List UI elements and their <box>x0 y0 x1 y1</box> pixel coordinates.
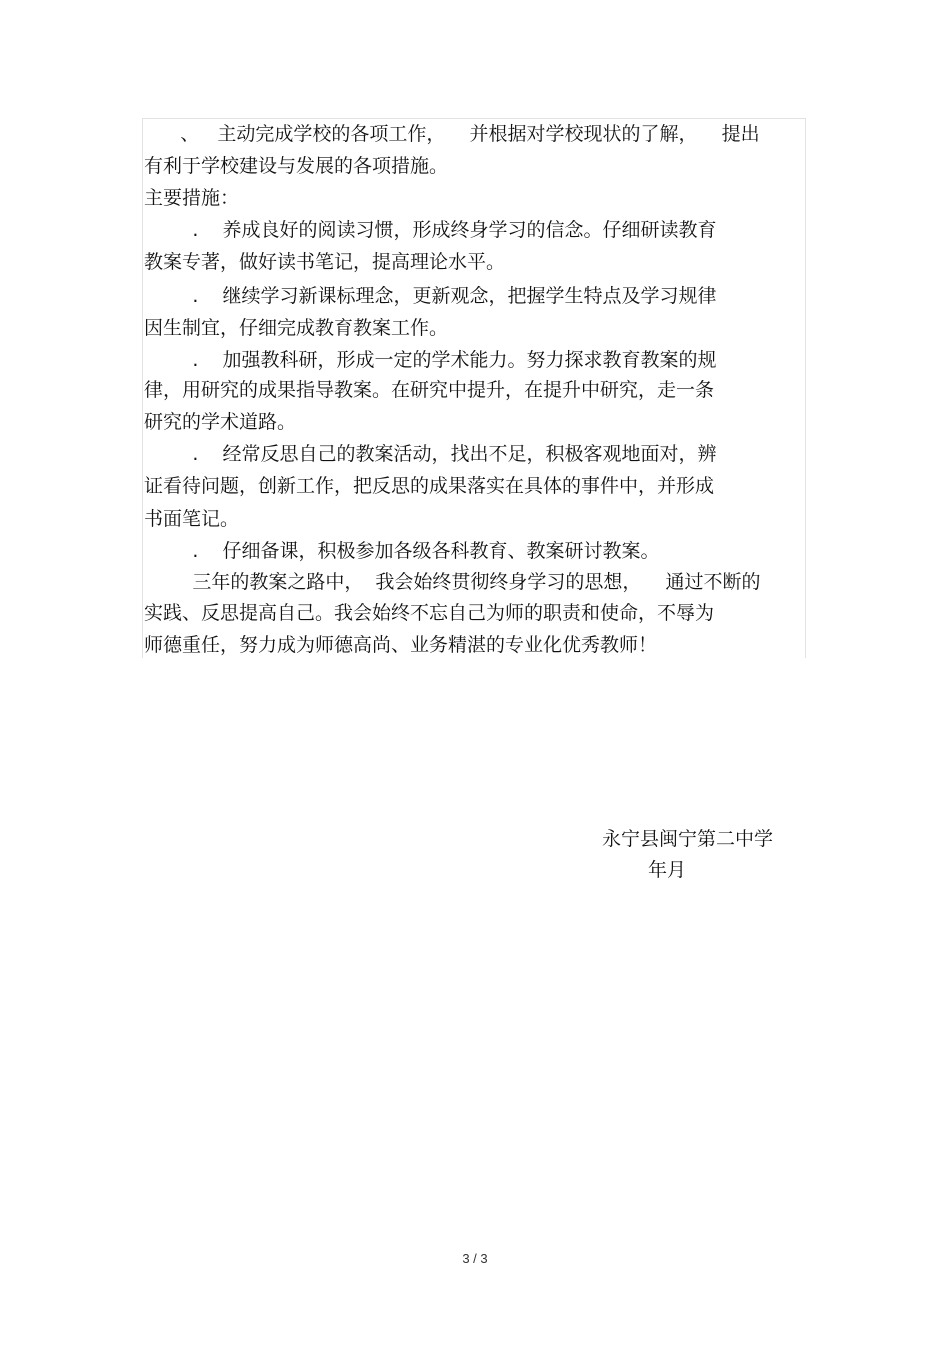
body-line: . 加强教科研，形成一定的学术能力。努力探求教育教案的规 <box>144 349 717 371</box>
body-line: 律，用研究的成果指导教案。在研究中提升，在提升中研究，走一条 <box>144 379 715 401</box>
body-line: . 经常反思自己的教案活动，找出不足，积极客观地面对，辨 <box>144 443 717 465</box>
body-line: . 仔细备课，积极参加各级各科教育、教案研讨教案。 <box>144 540 660 562</box>
body-line: 三年的教案之路中， 我会始终贯彻终身学习的思想， 通过不断的 <box>144 571 761 593</box>
body-line: 、 主动完成学校的各项工作， 并根据对学校现状的了解， 提出 <box>144 123 760 145</box>
body-line: 教案专著，做好读书笔记，提高理论水平。 <box>144 251 506 273</box>
body-line: 实践、反思提高自己。我会始终不忘自己为师的职责和使命，不辱为 <box>144 602 715 624</box>
body-line: . 继续学习新课标理念，更新观念，把握学生特点及学习规律 <box>144 285 717 307</box>
signature-school: 永宁县闽宁第二中学 <box>602 828 774 850</box>
body-line: 主要措施： <box>144 187 240 209</box>
body-line: 研究的学术道路。 <box>144 411 297 433</box>
body-line: 有利于学校建设与发展的各项措施。 <box>144 155 449 177</box>
body-line: 证看待问题，创新工作，把反思的成果落实在具体的事件中，并形成 <box>144 475 715 497</box>
page-number: 3 / 3 <box>462 1251 488 1266</box>
body-line: 因生制宜，仔细完成教育教案工作。 <box>144 317 449 339</box>
signature-date: 年月 <box>648 859 687 881</box>
body-line: . 养成良好的阅读习惯，形成终身学习的信念。仔细研读教育 <box>144 219 717 241</box>
body-line: 书面笔记。 <box>144 508 240 530</box>
body-line: 师德重任，努力成为师德高尚、业务精湛的专业化优秀教师！ <box>144 634 658 656</box>
